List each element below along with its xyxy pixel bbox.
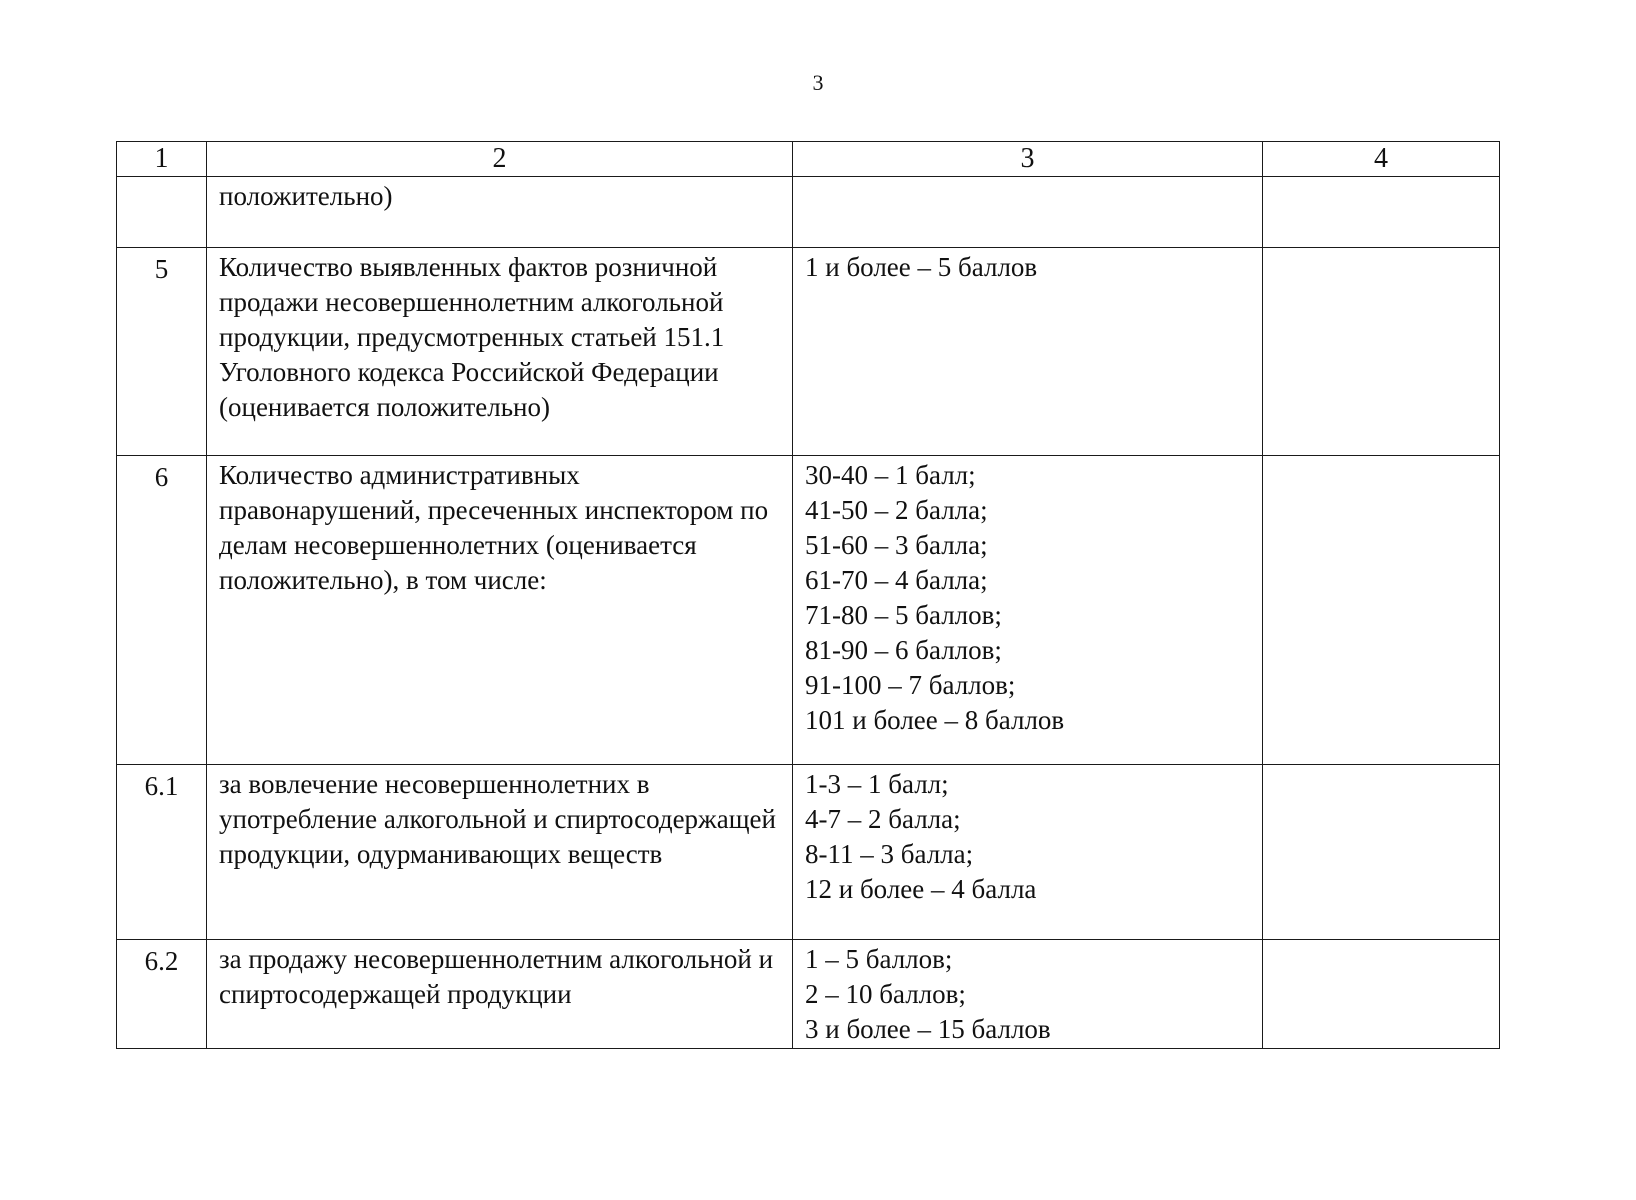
row-scores bbox=[793, 248, 1263, 456]
row-col4 bbox=[1263, 248, 1500, 456]
row-description: за продажу несовершеннолетним алкогольной и спиртосодержащей продукции bbox=[207, 940, 793, 1049]
column-header-4: 4 bbox=[1263, 142, 1500, 177]
row-number: 6 bbox=[117, 456, 207, 765]
table-header-row bbox=[117, 142, 1500, 177]
score-line: 3 и более – 15 баллов bbox=[805, 1014, 1051, 1044]
table-row bbox=[117, 940, 1500, 1049]
score-line: 1-3 – 1 балл; bbox=[805, 769, 949, 799]
column-header-1: 1 bbox=[117, 142, 207, 177]
page-number: 3 bbox=[812, 70, 824, 95]
score-line: 71-80 – 5 баллов; bbox=[805, 600, 1002, 630]
row-description: Количество выявленных фактов розничной продажи несовершеннолетним алкогольной продукции, предусмотренных статьей 151.1 Уголовного кодекса Российской Федерации (оценивается положительно) bbox=[207, 248, 793, 456]
score-line: 51-60 – 3 балла; bbox=[805, 530, 988, 560]
criteria-table bbox=[116, 141, 1500, 1049]
score-line: 30-40 – 1 балл; bbox=[805, 460, 976, 490]
score-line: 81-90 – 6 баллов; bbox=[805, 635, 1002, 665]
row-col4 bbox=[1263, 456, 1500, 765]
row-col4 bbox=[1263, 940, 1500, 1049]
row-description: положительно) bbox=[207, 177, 793, 248]
row-description: за вовлечение несовершеннолетних в употребление алкогольной и спиртосодержащей продукции, одурманивающих веществ bbox=[207, 765, 793, 940]
score-line: 41-50 – 2 балла; bbox=[805, 495, 988, 525]
column-header-2: 2 bbox=[207, 142, 793, 177]
score-line: 61-70 – 4 балла; bbox=[805, 565, 988, 595]
row-description: Количество административных правонарушений, пресеченных инспектором по делам несовершеннолетних (оценивается положительно), в том числе: bbox=[207, 456, 793, 765]
table-row bbox=[117, 456, 1500, 765]
score-line: 8-11 – 3 балла; bbox=[805, 839, 974, 869]
score-line: 1 и более – 5 баллов bbox=[805, 252, 1038, 282]
table-row bbox=[117, 248, 1500, 456]
row-col4 bbox=[1263, 765, 1500, 940]
table-row bbox=[117, 765, 1500, 940]
score-line: 12 и более – 4 балла bbox=[805, 874, 1037, 904]
table-row bbox=[117, 177, 1500, 248]
score-line: 101 и более – 8 баллов bbox=[805, 705, 1065, 735]
row-number: 5 bbox=[117, 248, 207, 456]
row-scores bbox=[793, 940, 1263, 1049]
row-number: 6.1 bbox=[117, 765, 207, 940]
row-col4 bbox=[1263, 177, 1500, 248]
score-line: 2 – 10 баллов; bbox=[805, 979, 966, 1009]
row-number: 6.2 bbox=[117, 940, 207, 1049]
score-line: 91-100 – 7 баллов; bbox=[805, 670, 1016, 700]
score-line: 4-7 – 2 балла; bbox=[805, 804, 961, 834]
row-number bbox=[117, 177, 207, 248]
row-scores bbox=[793, 765, 1263, 940]
score-line: 1 – 5 баллов; bbox=[805, 944, 953, 974]
column-header-3: 3 bbox=[793, 142, 1263, 177]
row-scores bbox=[793, 177, 1263, 248]
row-scores bbox=[793, 456, 1263, 765]
